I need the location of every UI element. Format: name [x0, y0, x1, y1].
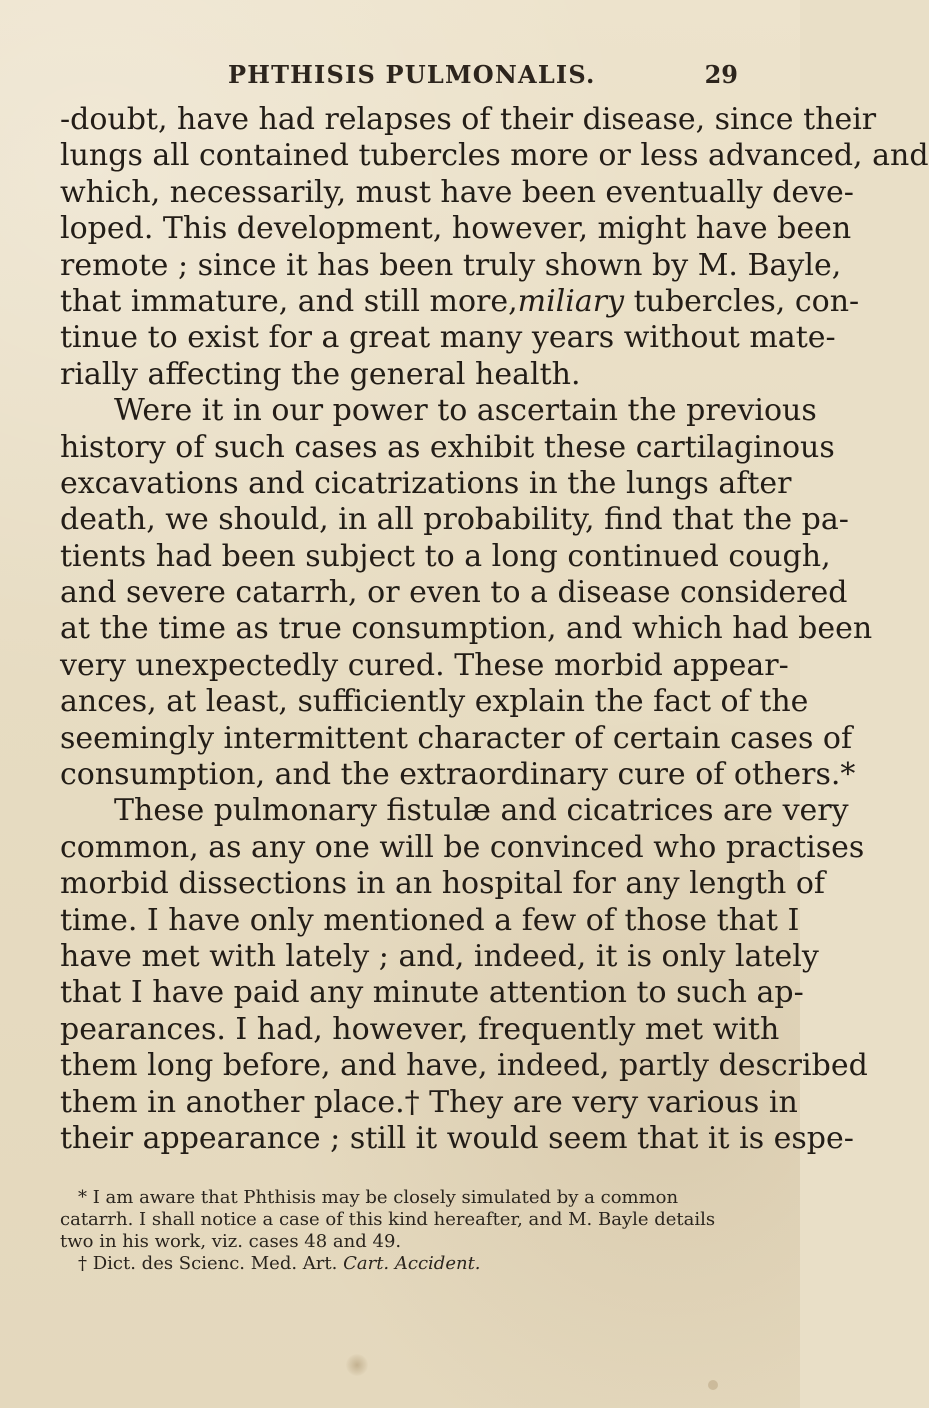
text-line: them long before, and have, indeed, partly described — [60, 1048, 868, 1084]
text-line: remote ; since it has been truly shown by M. Bayle, — [60, 247, 842, 283]
text-line: their appearance ; still it would seem that it is espe- — [60, 1120, 854, 1156]
paper-stain — [346, 1354, 368, 1376]
text-line: morbid dissections in an hospital for any length of — [60, 866, 826, 902]
running-head: PHTHISIS PULMONALIS. — [228, 60, 596, 89]
text-line: them in another place.† They are very various in — [60, 1084, 798, 1120]
main-text — [60, 102, 929, 1157]
text-line: which, necessarily, must have been eventually deve- — [60, 174, 854, 210]
text-line: death, we should, in all probability, find that the pa- — [60, 502, 849, 538]
paragraph-start-line: These pulmonary fistulæ and cicatrices are very — [114, 793, 849, 829]
text-line: seemingly intermittent character of certain cases of — [60, 720, 853, 756]
footnote-line: * I am aware that Phthisis may be closely simulated by a common — [78, 1187, 679, 1208]
text-line: rially affecting the general health. — [60, 356, 581, 392]
text-line: lungs all contained tubercles more or less advanced, and — [60, 138, 929, 174]
italic-reference: Cart. Accident. — [343, 1253, 481, 1274]
footnote-fragment: † Dict. des Scienc. Med. Art. — [78, 1253, 338, 1274]
text-line: excavations and cicatrizations in the lungs after — [60, 465, 792, 501]
paper-spot — [708, 1380, 718, 1390]
text-line: common, as any one will be convinced who practises — [60, 829, 865, 865]
text-line-with-italic — [60, 283, 860, 320]
text-line: time. I have only mentioned a few of those that I — [60, 902, 800, 938]
footnote-reference-line — [60, 1253, 736, 1275]
footnote-line: catarrh. I shall notice a case of this kind hereafter, and M. Bayle details — [60, 1209, 716, 1230]
text-line: tients had been subject to a long continued cough, — [60, 538, 831, 574]
text-line: tinue to exist for a great many years without mate- — [60, 320, 836, 356]
page-header — [228, 58, 738, 92]
text-line: that I have paid any minute attention to such ap- — [60, 975, 804, 1011]
text-line: consumption, and the extraordinary cure of others.* — [60, 757, 856, 793]
text-fragment: that immature, and still more, — [60, 283, 518, 319]
paragraph-start-line: Were it in our power to ascertain the previous — [114, 393, 817, 429]
text-line: very unexpectedly cured. These morbid appear- — [60, 647, 789, 683]
page-number: 29 — [704, 60, 738, 89]
text-line: pearances. I had, however, frequently met with — [60, 1011, 780, 1047]
text-line: loped. This development, however, might have been — [60, 211, 852, 247]
text-line: and severe catarrh, or even to a disease considered — [60, 575, 848, 611]
footnote-line: two in his work, viz. cases 48 and 49. — [60, 1231, 402, 1252]
italic-term: miliary — [517, 283, 625, 319]
text-line: history of such cases as exhibit these cartilaginous — [60, 429, 835, 465]
text-fragment: tubercles, con- — [624, 283, 860, 319]
footnotes — [60, 1187, 736, 1275]
text-line: at the time as true consumption, and which had been — [60, 611, 873, 647]
text-line: -doubt, have had relapses of their disease, since their — [60, 102, 877, 137]
text-line: ances, at least, sufficiently explain the fact of the — [60, 684, 809, 720]
text-line: have met with lately ; and, indeed, it is only lately — [60, 938, 819, 974]
